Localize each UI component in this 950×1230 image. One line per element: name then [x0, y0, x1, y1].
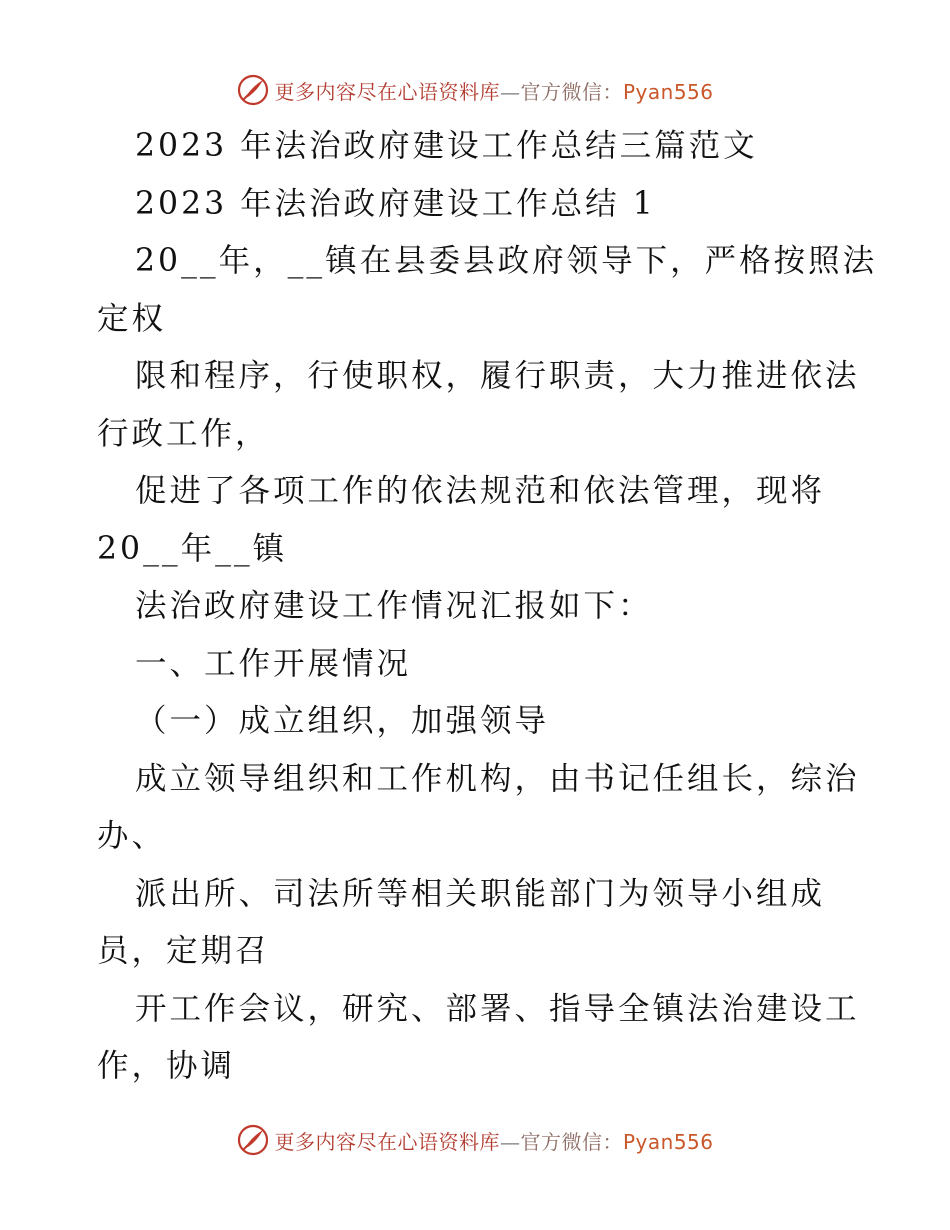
paragraph-line: 行政工作，	[97, 415, 270, 452]
document-body	[97, 118, 877, 1096]
paragraph-line: 员，定期召	[97, 933, 270, 969]
footer-banner	[0, 1120, 950, 1160]
section-title: 2023 年法治政府建设工作总结 1	[135, 185, 656, 222]
banner-wechat-label: 官方微信：	[520, 1129, 623, 1154]
heading-work-status: 一、工作开展情况	[135, 645, 412, 682]
banner-wechat-label: 官方微信：	[520, 79, 623, 104]
paragraph-line: 法治政府建设工作情况汇报如下：	[135, 588, 653, 624]
banner-promo: 更多内容尽在心语资料库	[274, 1129, 500, 1154]
paragraph-line: 办、	[97, 818, 167, 854]
paragraph-line: 定权	[97, 300, 167, 337]
paragraph-line: 成立领导组织和工作机构，由书记任组长，综治	[135, 760, 860, 797]
banner-wechat-id: Pyan556	[622, 79, 714, 104]
banner-separator: —	[499, 1129, 521, 1154]
subheading-organization: （一）成立组织，加强领导	[135, 703, 550, 739]
paragraph-line: 限和程序，行使职权，履行职责，大力推进依法	[135, 358, 860, 394]
paragraph-line: 20__年，__镇在县委县政府领导下，严格按照法	[135, 243, 878, 279]
paragraph-line: 派出所、司法所等相关职能部门为领导小组成	[135, 875, 826, 912]
banner-wechat-id: Pyan556	[622, 1129, 714, 1154]
paragraph-line: 促进了各项工作的依法规范和依法管理，现将	[135, 473, 826, 509]
paragraph-line: 作，协调	[97, 1048, 236, 1084]
quill-logo-icon	[236, 73, 270, 107]
banner-promo: 更多内容尽在心语资料库	[274, 79, 500, 104]
document-title: 2023 年法治政府建设工作总结三篇范文	[135, 128, 758, 164]
paragraph-line: 开工作会议，研究、部署、指导全镇法治建设工	[135, 990, 860, 1027]
banner-separator: —	[499, 79, 521, 104]
paragraph-line: 20__年__镇	[97, 530, 288, 567]
quill-logo-icon	[236, 1123, 270, 1157]
banner-text	[274, 1126, 713, 1155]
banner-text	[274, 76, 713, 105]
header-banner	[0, 70, 950, 110]
